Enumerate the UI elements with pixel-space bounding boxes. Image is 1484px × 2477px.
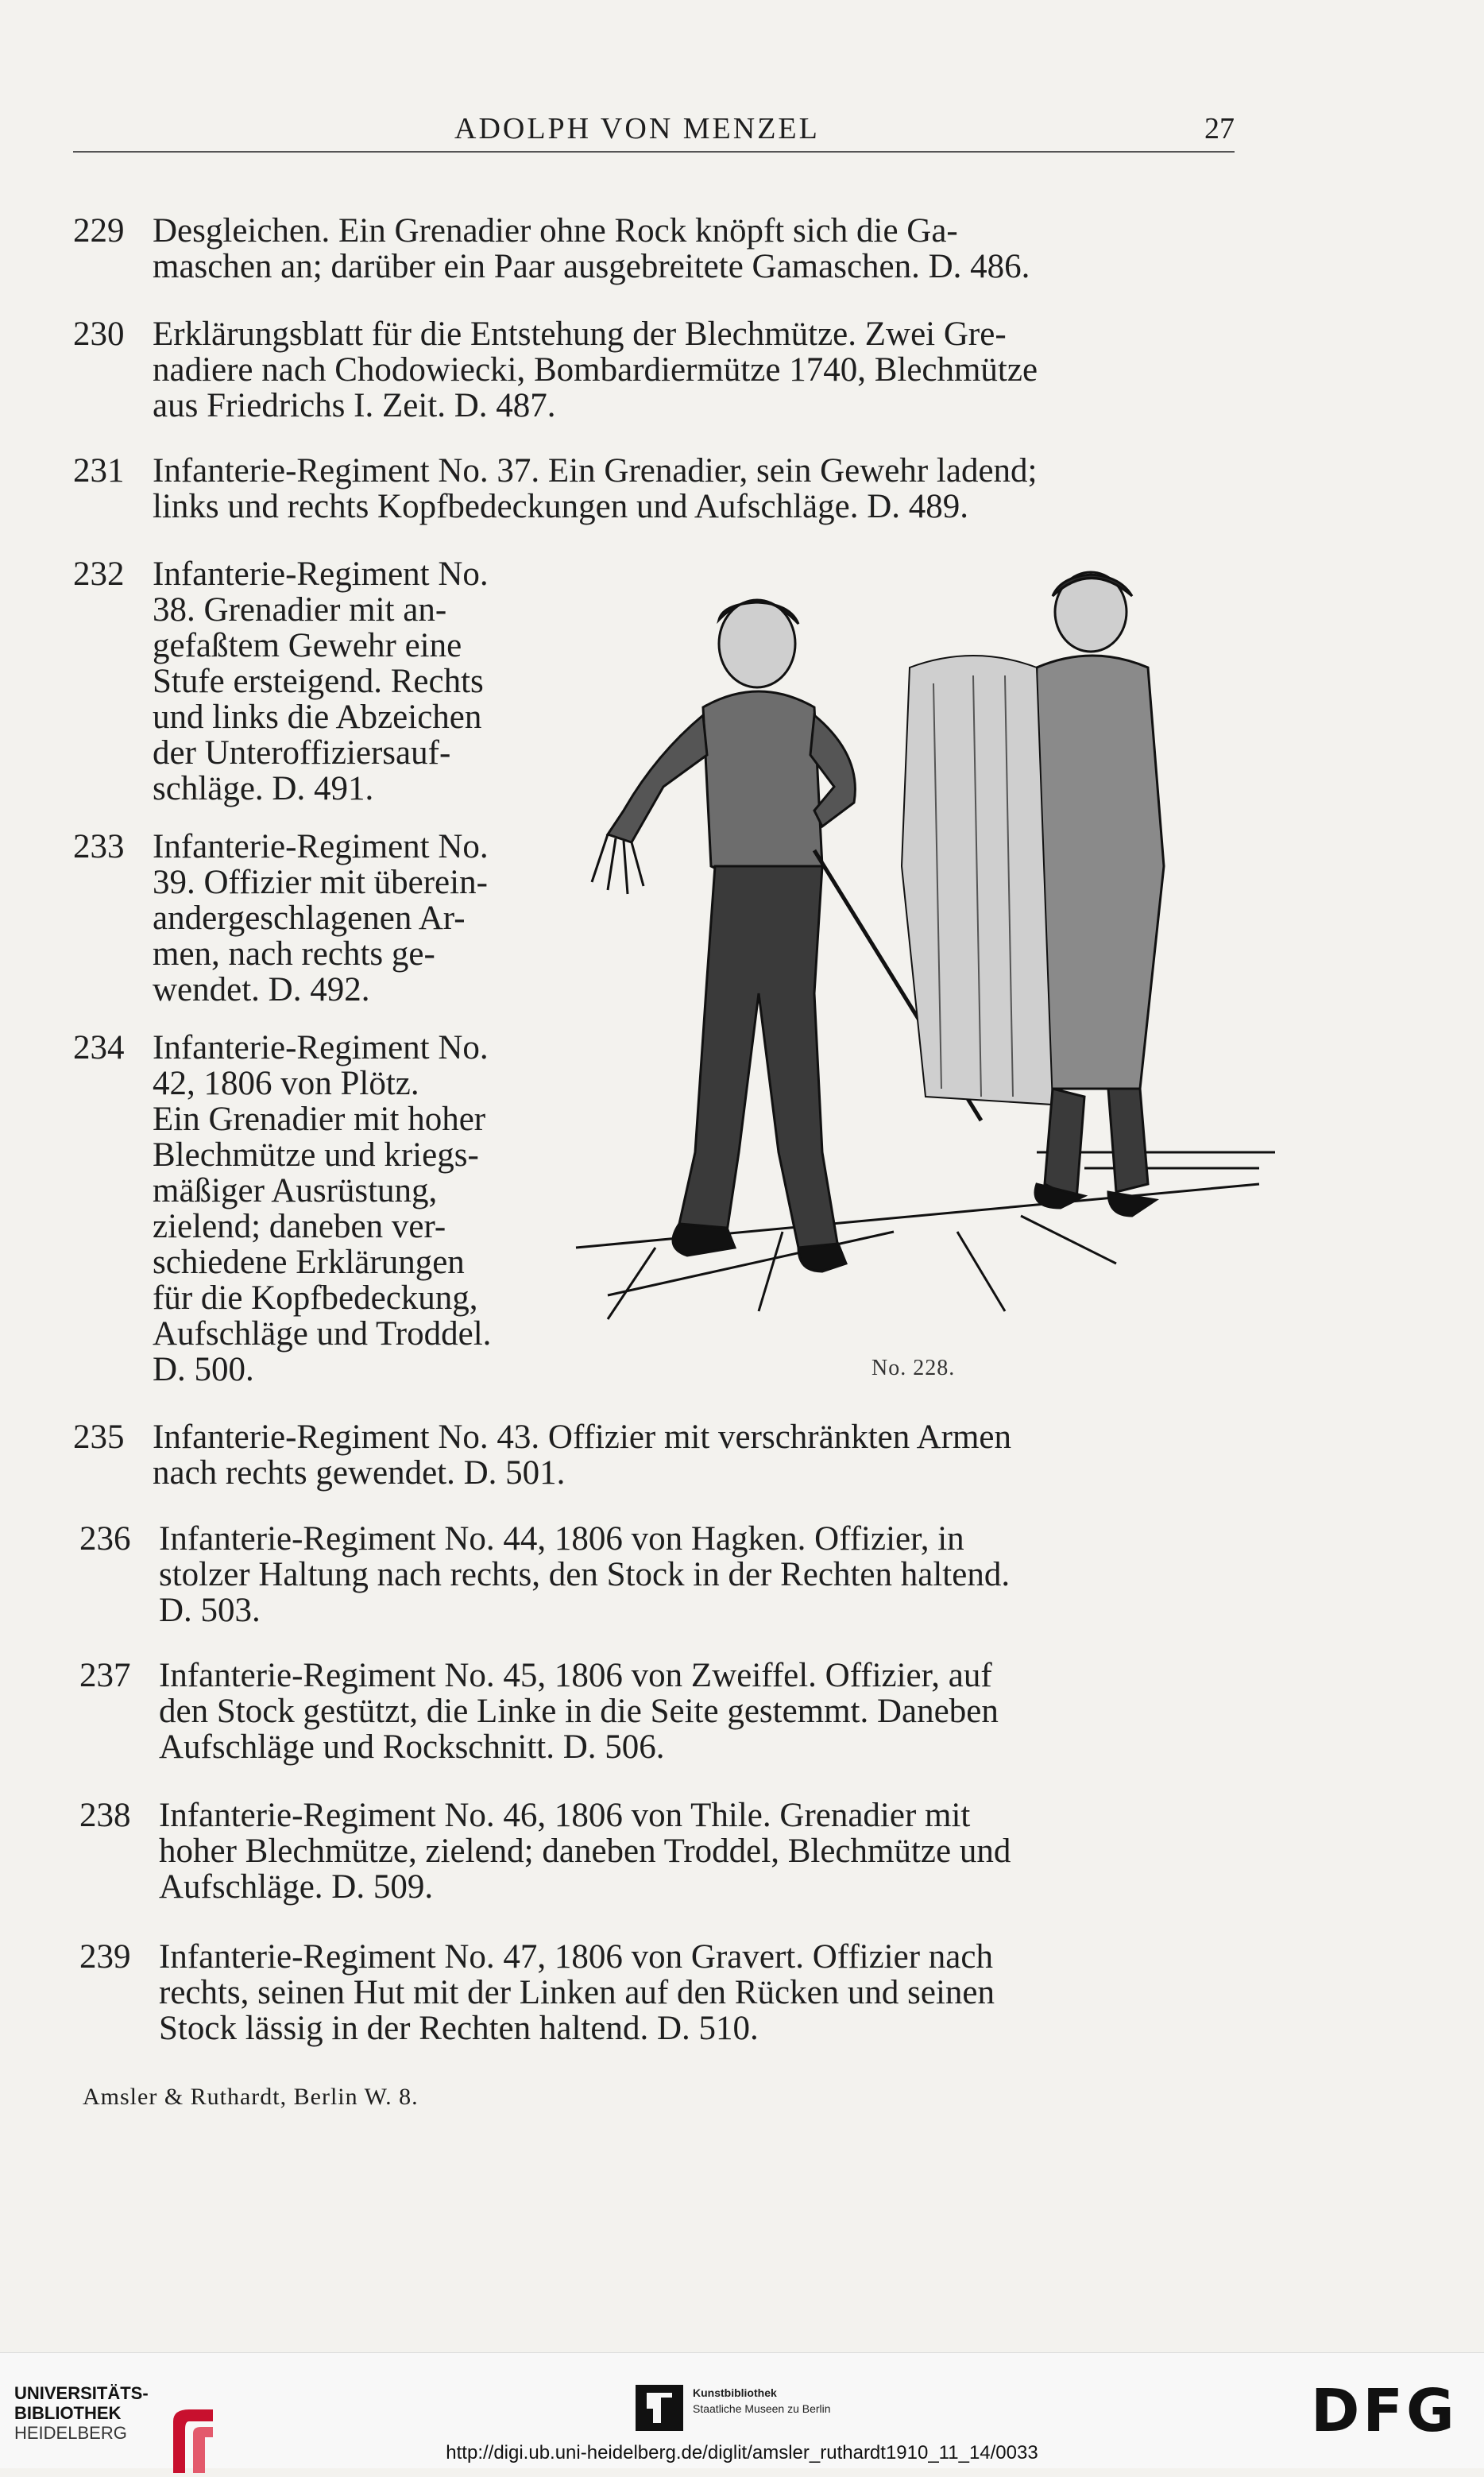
library-emblem-icon	[165, 2405, 221, 2477]
illustration-drawing	[560, 548, 1275, 1391]
entry-line: Stufe ersteigend. Rechts	[153, 663, 484, 700]
entry-number: 229	[73, 212, 125, 250]
entry-line: Blechmütze und kriegs-	[153, 1136, 479, 1174]
entry-line: rechts, seinen Hut mit der Linken auf den Rücken und seinen	[159, 1974, 995, 2011]
entry-number: 230	[73, 315, 125, 353]
entry-line: nadiere nach Chodowiecki, Bombardiermütze 1740, Blechmütze	[153, 351, 1038, 389]
entry-text	[159, 1658, 1241, 1765]
entry-number: 237	[79, 1657, 131, 1694]
entry-line: Desgleichen. Ein Grenadier ohne Rock knöpft sich die Ga-	[153, 212, 958, 250]
entry-line: Stock lässig in der Rechten haltend. D. 510.	[159, 2010, 759, 2047]
entry-line: Infanterie-Regiment No. 37. Ein Grenadier, sein Gewehr ladend;	[153, 452, 1038, 490]
kunstbibliothek-subtitle: Staatliche Museen zu Berlin	[693, 2402, 831, 2415]
entry-line: stolzer Haltung nach rechts, den Stock in der Rechten haltend.	[159, 1556, 1011, 1593]
entry-line: links und rechts Kopfbedeckungen und Aufschläge. D. 489.	[153, 488, 969, 525]
entry-line: 39. Offizier mit überein-	[153, 864, 488, 901]
entry-line: Erklärungsblatt für die Entstehung der Blechmütze. Zwei Gre-	[153, 315, 1007, 353]
dfg-logo[interactable]: DFG	[1311, 2377, 1458, 2445]
entry-line: schläge. D. 491.	[153, 770, 374, 807]
entry-text	[159, 1939, 1241, 2046]
entry-number: 231	[73, 452, 125, 490]
entry-text	[153, 556, 558, 807]
running-title: ADOLPH VON MENZEL	[454, 112, 820, 145]
entry-line: D. 503.	[159, 1592, 261, 1629]
entry-line: Aufschläge und Troddel.	[153, 1315, 492, 1353]
illustration-two-soldiers	[560, 548, 1275, 1391]
entry-line: 42, 1806 von Plötz.	[153, 1065, 419, 1102]
entry-number: 238	[79, 1797, 131, 1834]
entry-line: Infanterie-Regiment No.	[153, 1029, 489, 1066]
entry-line: den Stock gestützt, die Linke in die Seite gestemmt. Daneben	[159, 1693, 999, 1730]
entry-line: maschen an; darüber ein Paar ausgebreitete Gamaschen. D. 486.	[153, 248, 1030, 285]
library-line: UNIVERSITÄTS-	[14, 2383, 149, 2403]
library-line: HEIDELBERG	[14, 2423, 127, 2443]
entry-line: schiedene Erklärungen	[153, 1244, 465, 1281]
entry-text	[153, 1419, 1235, 1491]
entry-number: 233	[73, 828, 125, 865]
entry-line: 38. Grenadier mit an-	[153, 591, 447, 629]
entry-line: Infanterie-Regiment No. 45, 1806 von Zweiffel. Offizier, auf	[159, 1657, 992, 1694]
entry-text	[153, 213, 1235, 284]
permalink-url[interactable]: http://digi.ub.uni-heidelberg.de/diglit/amsler_ruthardt1910_11_14/0033	[446, 2442, 1038, 2463]
entry-line: Infanterie-Regiment No. 47, 1806 von Gravert. Offizier nach	[159, 1938, 993, 1976]
entry-line: men, nach rechts ge-	[153, 935, 435, 973]
running-header	[73, 103, 1235, 153]
entry-line: Infanterie-Regiment No. 44, 1806 von Hagken. Offizier, in	[159, 1520, 964, 1558]
entry-text	[153, 453, 1235, 524]
entry-line: andergeschlagenen Ar-	[153, 900, 466, 937]
entry-line: gefaßtem Gewehr eine	[153, 627, 462, 664]
entry-number: 236	[79, 1520, 131, 1558]
entry-line: aus Friedrichs I. Zeit. D. 487.	[153, 387, 556, 424]
entry-line: Infanterie-Regiment No. 43. Offizier mit verschränkten Armen	[153, 1418, 1012, 1456]
entry-line: nach rechts gewendet. D. 501.	[153, 1454, 566, 1492]
entry-number: 235	[73, 1418, 125, 1456]
entry-line: Infanterie-Regiment No.	[153, 555, 489, 593]
entry-number: 232	[73, 555, 125, 593]
publisher-imprint: Amsler & Ruthardt, Berlin W. 8.	[83, 2084, 419, 2110]
entry-text	[153, 1030, 558, 1388]
digitization-footer	[0, 2352, 1484, 2468]
library-line: BIBLIOTHEK	[14, 2403, 122, 2423]
entry-line: der Unteroffiziersauf-	[153, 734, 451, 772]
entry-line: zielend; daneben ver-	[153, 1208, 446, 1245]
figure-caption: No. 228.	[871, 1356, 956, 1380]
kunstbibliothek-name: Kunstbibliothek	[693, 2386, 777, 2399]
entry-line: mäßiger Ausrüstung,	[153, 1172, 438, 1209]
entry-line: und links die Abzeichen	[153, 699, 482, 736]
entry-text	[159, 1521, 1241, 1628]
page-number: 27	[1204, 112, 1235, 145]
entry-text	[153, 316, 1235, 424]
entry-number: 239	[79, 1938, 131, 1976]
kunstbibliothek-icon	[636, 2385, 683, 2431]
entry-number: 234	[73, 1029, 125, 1066]
entry-text	[153, 829, 558, 1008]
entry-line: Infanterie-Regiment No.	[153, 828, 489, 865]
entry-line: Aufschläge. D. 509.	[159, 1868, 434, 1906]
entry-line: Infanterie-Regiment No. 46, 1806 von Thile. Grenadier mit	[159, 1797, 971, 1834]
entry-text	[159, 1798, 1241, 1905]
university-library-logo[interactable]	[14, 2383, 149, 2443]
entry-line: D. 500.	[153, 1351, 254, 1388]
entry-line: Ein Grenadier mit hoher	[153, 1101, 486, 1138]
entry-line: Aufschläge und Rockschnitt. D. 506.	[159, 1728, 665, 1766]
entry-line: für die Kopfbedeckung,	[153, 1279, 478, 1317]
entry-line: wendet. D. 492.	[153, 971, 370, 1008]
entry-line: hoher Blechmütze, zielend; daneben Troddel, Blechmütze und	[159, 1833, 1011, 1870]
